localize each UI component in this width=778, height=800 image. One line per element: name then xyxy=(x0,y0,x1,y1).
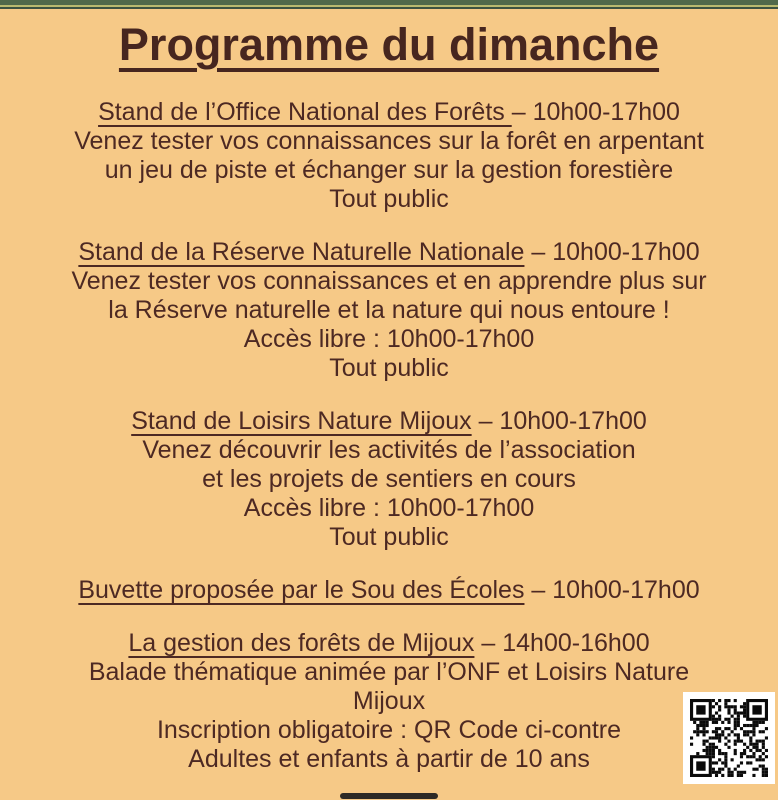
section-reserve-naturelle-stand xyxy=(10,238,768,383)
section-heading-text: Stand de la Réserve Naturelle Nationale xyxy=(78,238,525,266)
section-line: Balade thématique animée par l’ONF et Loisirs Nature xyxy=(88,658,690,686)
section-line: et les projets de sentiers en cours xyxy=(202,465,576,493)
page-title-text: Programme du dimanche xyxy=(118,19,660,70)
home-indicator-bar xyxy=(340,793,438,799)
section-heading-text: Buvette proposée par le Sou des Écoles xyxy=(78,576,525,604)
section-line: Venez tester vos connaissances et en apprendre plus sur xyxy=(71,267,707,295)
section-heading-time: – 10h00-17h00 xyxy=(524,238,700,266)
page-title xyxy=(0,19,778,71)
section-heading xyxy=(10,98,768,127)
section-heading-text: Stand de Loisirs Nature Mijoux xyxy=(131,407,472,435)
section-heading xyxy=(10,407,768,436)
section-heading-time: – 10h00-17h00 xyxy=(524,576,700,604)
section-line: Venez tester vos connaissances sur la forêt en arpentant xyxy=(74,127,704,155)
section-line: la Réserve naturelle et la nature qui nous entoure ! xyxy=(108,296,670,324)
section-heading-text: Stand de l’Office National des Forêts xyxy=(98,98,512,126)
section-heading-time: – 14h00-16h00 xyxy=(474,629,650,657)
section-heading xyxy=(10,629,768,658)
section-line: Tout public xyxy=(329,354,449,382)
poster-content xyxy=(0,9,778,774)
section-gestion-forets xyxy=(10,629,768,774)
section-loisirs-nature-stand xyxy=(10,407,768,552)
top-border xyxy=(0,0,778,9)
section-line: Mijoux xyxy=(352,687,426,715)
qr-code-svg xyxy=(690,699,768,777)
section-line: Adultes et enfants à partir de 10 ans xyxy=(188,745,590,773)
qr-code xyxy=(683,692,775,784)
section-heading-text: La gestion des forêts de Mijoux xyxy=(128,629,475,657)
section-line: Inscription obligatoire : QR Code ci-contre xyxy=(156,716,622,744)
section-heading xyxy=(10,238,768,267)
section-line: un jeu de piste et échanger sur la gestion forestière xyxy=(104,156,674,184)
section-line: Tout public xyxy=(329,523,449,551)
section-line: Venez découvrir les activités de l’association xyxy=(142,436,636,464)
section-onf-stand xyxy=(10,98,768,214)
section-heading-time: – 10h00-17h00 xyxy=(511,98,680,126)
section-line: Tout public xyxy=(329,185,449,213)
section-heading xyxy=(10,576,768,605)
section-line: Accès libre : 10h00-17h00 xyxy=(243,325,535,353)
section-heading-time: – 10h00-17h00 xyxy=(471,407,647,435)
section-buvette xyxy=(10,576,768,605)
section-line: Accès libre : 10h00-17h00 xyxy=(243,494,535,522)
